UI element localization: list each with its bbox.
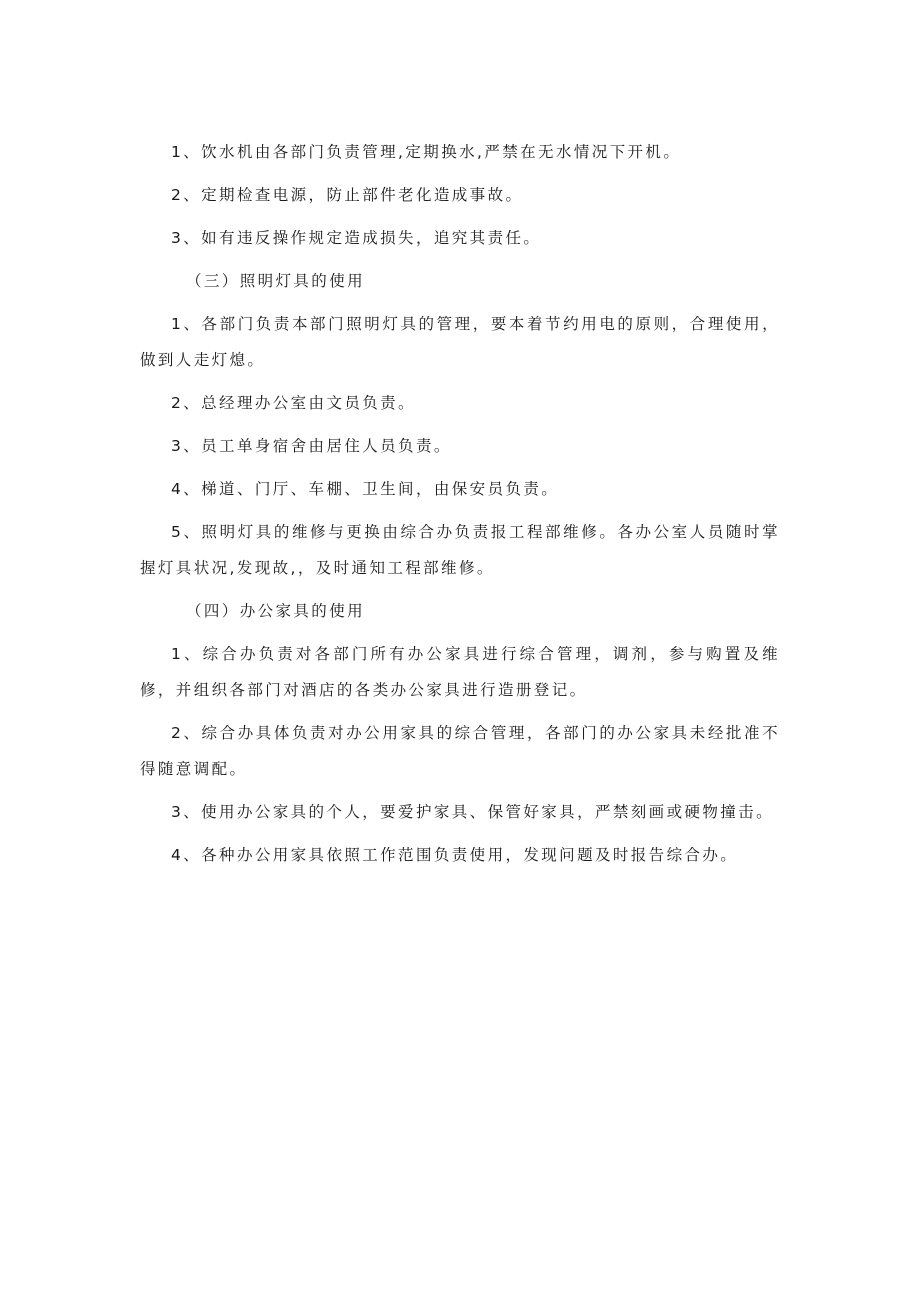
water-dispenser-rule-1: 1、饮水机由各部门负责管理,定期换水,严禁在无水情况下开机。 xyxy=(171,143,682,161)
lighting-rule-4: 4、梯道、门厅、车棚、卫生间，由保安员负责。 xyxy=(171,480,560,498)
furniture-rule-3: 3、使用办公家具的个人，要爱护家具、保管好家具，严禁刻画或硬物撞击。 xyxy=(171,803,774,821)
furniture-rule-4: 4、各种办公用家具依照工作范围负责使用，发现问题及时报告综合办。 xyxy=(171,846,739,864)
furniture-rule-2: 2、综合办具体负责对办公用家具的综合管理，各部门的办公家具未经批准不得随意调配。 xyxy=(140,724,780,778)
lighting-rule-1: 1、各部门负责本部门照明灯具的管理，要本着节约用电的原则，合理使用，做到人走灯熄。 xyxy=(140,315,780,369)
lighting-rule-5: 5、照明灯具的维修与更换由综合办负责报工程部维修。各办公室人员随时掌握灯具状况,发现故,，及时通知工程部维修。 xyxy=(140,523,780,577)
furniture-rule-1: 1、综合办负责对各部门所有办公家具进行综合管理，调剂，参与购置及维修，并组织各部门对酒店的各类办公家具进行造册登记。 xyxy=(140,645,780,699)
water-dispenser-rule-3: 3、如有违反操作规定造成损失，追究其责任。 xyxy=(171,229,542,247)
water-dispenser-rule-2: 2、定期检查电源，防止部件老化造成事故。 xyxy=(171,186,524,204)
document-body xyxy=(140,134,780,880)
section-heading-lighting: （三）照明灯具的使用 xyxy=(186,272,366,290)
section-heading-furniture: （四）办公家具的使用 xyxy=(186,602,366,620)
lighting-rule-2: 2、总经理办公室由文员负责。 xyxy=(171,394,416,412)
lighting-rule-3: 3、员工单身宿舍由居住人员负责。 xyxy=(171,437,452,455)
